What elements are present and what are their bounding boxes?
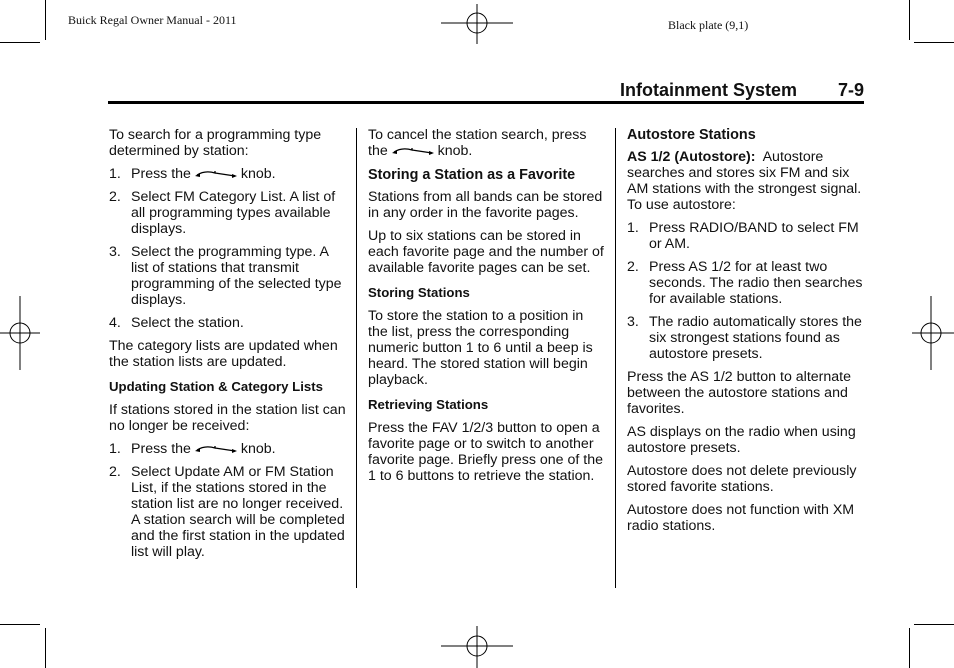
retrieving-heading: Retrieving Stations [368,397,489,412]
section-title: Infotainment System [620,80,798,100]
column-3 [627,127,867,541]
plate-label: Black plate (9,1) [668,18,749,32]
list-item: 1. Press the knob. [109,441,276,457]
storing-heading: Storing Stations [368,285,470,300]
cancel-text: To cancel the station search, press the knob. [368,127,587,159]
list-item: 1. Press the knob. [109,166,276,182]
list-item: 1. Press RADIO/BAND to select FM or AM. [627,220,859,252]
autostore-paragraph: Autostore does not delete previously stored favorite stations. [627,463,857,495]
crop-mark [914,42,954,43]
column-divider [615,128,616,588]
registration-mark-icon [441,626,513,668]
updating-intro: If stations stored in the station list can no longer be received: [109,402,346,434]
autostore-intro: AS 1/2 (Autostore): Autostore searches and stores six FM and six AM stations with the strongest signal. To use autostore: [627,149,862,213]
header-rule [108,101,864,104]
autostore-paragraph: Autostore does not function with XM radio stations. [627,502,855,534]
favorite-paragraph: Up to six stations can be stored in each favorite page and the number of available favorite pages can be set. [368,228,604,276]
step-note: The category lists are updated when the station lists are updated. [109,338,338,370]
crop-mark [0,624,40,625]
section-header [620,80,864,101]
column-1 [109,127,349,567]
updating-heading: Updating Station & Category Lists [109,379,323,394]
storing-text: To store the station to a position in the list, press the corresponding numeric button 1 to 6 until a beep is heard. The stored station will begin playback. [368,308,593,388]
manual-title: Buick Regal Owner Manual - 2011 [68,13,237,27]
list-item: 2. Select Update AM or FM Station List, if the stations stored in the station list are no longer received. A station search will be completed and the first station in the updated list will play. [109,464,345,560]
favorite-heading: Storing a Station as a Favorite [368,167,576,183]
autostore-paragraph: Press the AS 1/2 button to alternate between the autostore stations and favorites. [627,369,851,417]
list-item: 2. Select FM Category List. A list of all programming types available displays. [109,189,336,237]
column-divider [356,128,357,588]
crop-mark [909,0,910,40]
search-intro: To search for a programming type determined by station: [109,127,322,159]
tune-knob-icon [195,444,237,454]
list-item: 4. Select the station. [109,315,244,331]
crop-mark [0,42,40,43]
tune-knob-icon [392,146,434,156]
crop-mark [45,0,46,40]
list-item: 3. The radio automatically stores the six strongest stations found as autostore presets. [627,314,862,362]
crop-mark [909,628,910,668]
registration-mark-icon [912,296,954,370]
registration-mark-icon [441,4,513,44]
column-2 [368,127,604,491]
autostore-paragraph: AS displays on the radio when using autostore presets. [627,424,856,456]
autostore-heading: Autostore Stations [627,127,756,143]
list-item: 3. Select the programming type. A list of stations that transmit programming of the selected type displays. [109,244,342,308]
favorite-paragraph: Stations from all bands can be stored in any order in the favorite pages. [368,189,603,221]
retrieving-text: Press the FAV 1/2/3 button to open a favorite page or to switch to another favorite page. Briefly press one of the 1 to 6 buttons to retrieve the station. [368,420,604,484]
page-number: 7-9 [837,80,864,100]
crop-mark [914,624,954,625]
list-item: 2. Press AS 1/2 for at least two seconds. The radio then searches for available stations. [627,259,863,307]
registration-mark-icon [0,296,40,370]
tune-knob-icon [195,169,237,179]
crop-mark [45,628,46,668]
